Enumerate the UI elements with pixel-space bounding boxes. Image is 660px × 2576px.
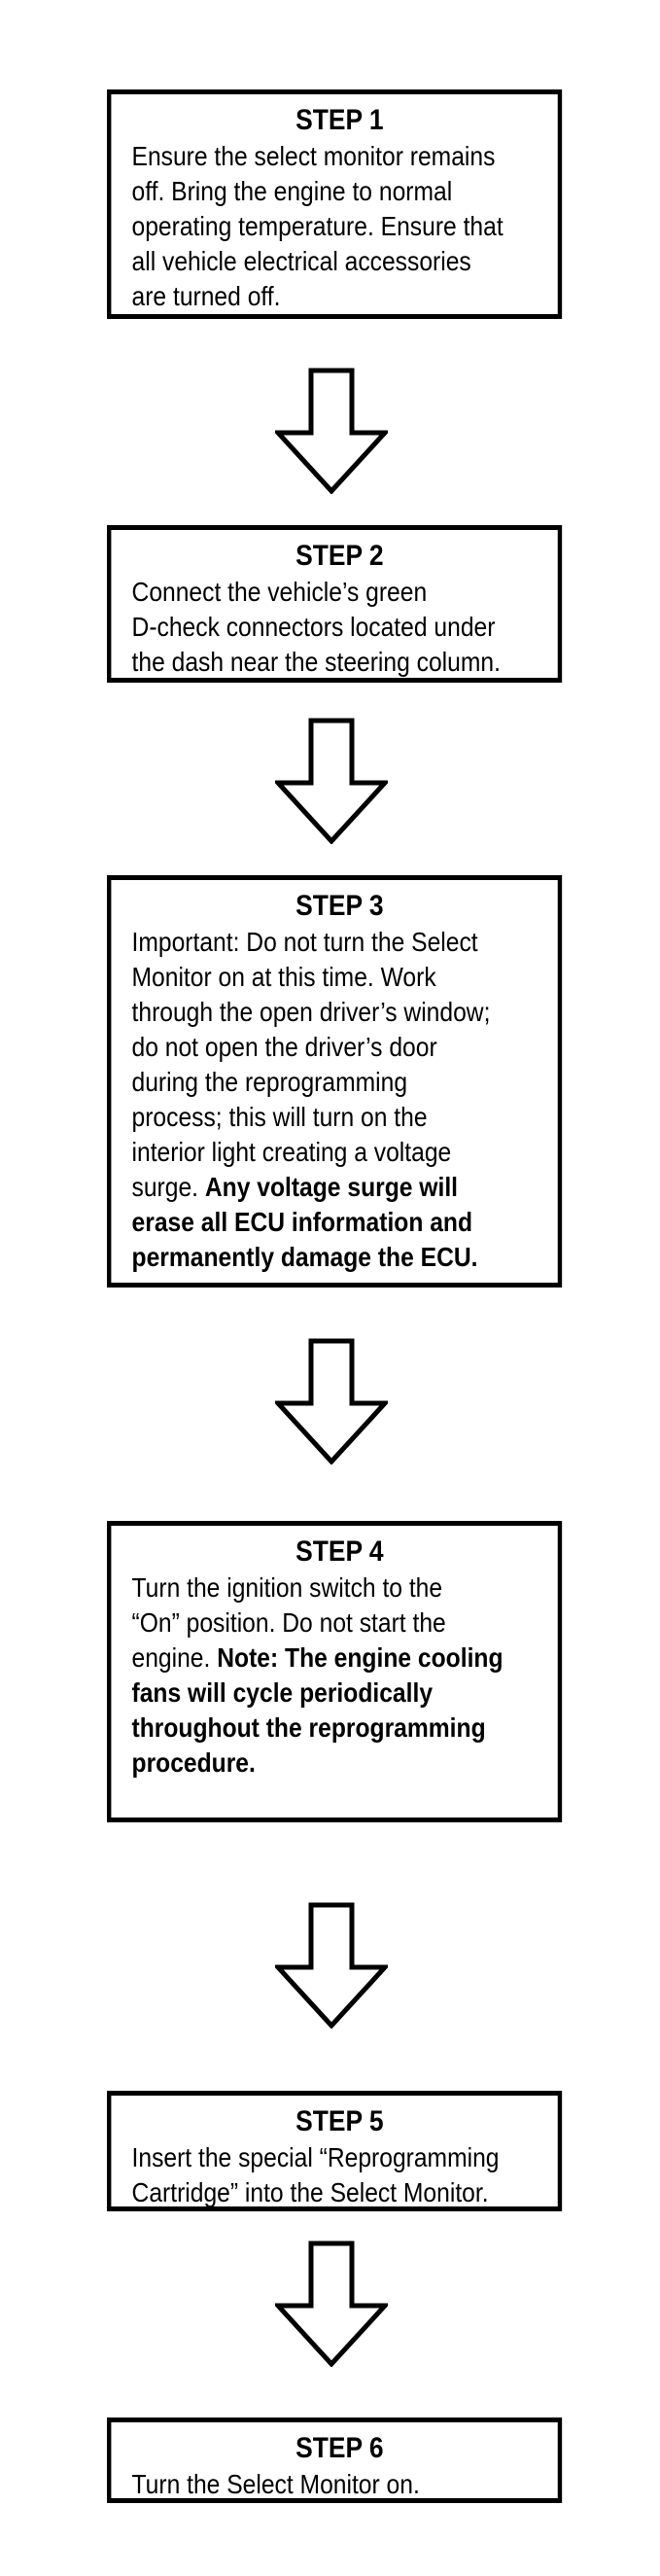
down-arrow-icon: [275, 2241, 388, 2367]
step-1-title: STEP 1: [295, 104, 384, 136]
step-2-text: Connect the vehicle’s green D-check connectors located under the dash near the steering column.: [131, 577, 501, 677]
step-4-note: fans will cycle periodically: [131, 1677, 434, 1708]
step-4-note: procedure.: [131, 1747, 256, 1778]
step-6-text: Turn the Select Monitor on.: [131, 2469, 420, 2499]
down-arrow-icon: [275, 718, 388, 844]
down-arrow-icon: [275, 1902, 388, 2029]
step-6-title: STEP 6: [295, 2432, 384, 2464]
step-3-title: STEP 3: [295, 890, 384, 922]
step-5-title: STEP 5: [295, 2105, 384, 2137]
step-2-box: [107, 525, 562, 683]
step-4-note: throughout the reprogramming: [131, 1712, 486, 1743]
down-arrow-icon: [275, 1338, 388, 1464]
step-5-box: [107, 2091, 562, 2211]
step-1-box: [107, 89, 562, 319]
step-4-text: Turn the ignition switch to the “On” position. Do not start the engine. Note: The engine cooling fans will cycle periodically throughout the reprogramming procedure.: [131, 1572, 504, 1778]
step-4-box: [107, 1521, 562, 1822]
step-3-text: Important: Do not turn the Select Monitor on at this time. Work through the open driver’s window; do not open the driver’s door during the reprogramming process; this will turn on the interior light creating a voltage surge. Any voltage surge will erase all ECU information and permanently damage the ECU.: [131, 927, 491, 1272]
step-6-box: [107, 2417, 562, 2503]
step-3-warning: erase all ECU information and: [131, 1207, 473, 1237]
step-5-text: Insert the special “Reprogramming Cartridge” into the Select Monitor.: [131, 2142, 500, 2207]
step-3-warning-inline: Any voltage surge will: [204, 1172, 459, 1202]
step-2-title: STEP 2: [295, 540, 384, 572]
step-4-title: STEP 4: [295, 1535, 384, 1568]
down-arrow-icon: [275, 368, 388, 494]
step-1-text: Ensure the select monitor remains off. Bring the engine to normal operating temperature. Ensure that all vehicle electrical accessories are turned off.: [131, 141, 504, 311]
step-4-note-inline: Note: The engine cooling: [217, 1642, 504, 1673]
step-3-box: [107, 875, 562, 1288]
step-3-warning: permanently damage the ECU.: [131, 1242, 478, 1272]
